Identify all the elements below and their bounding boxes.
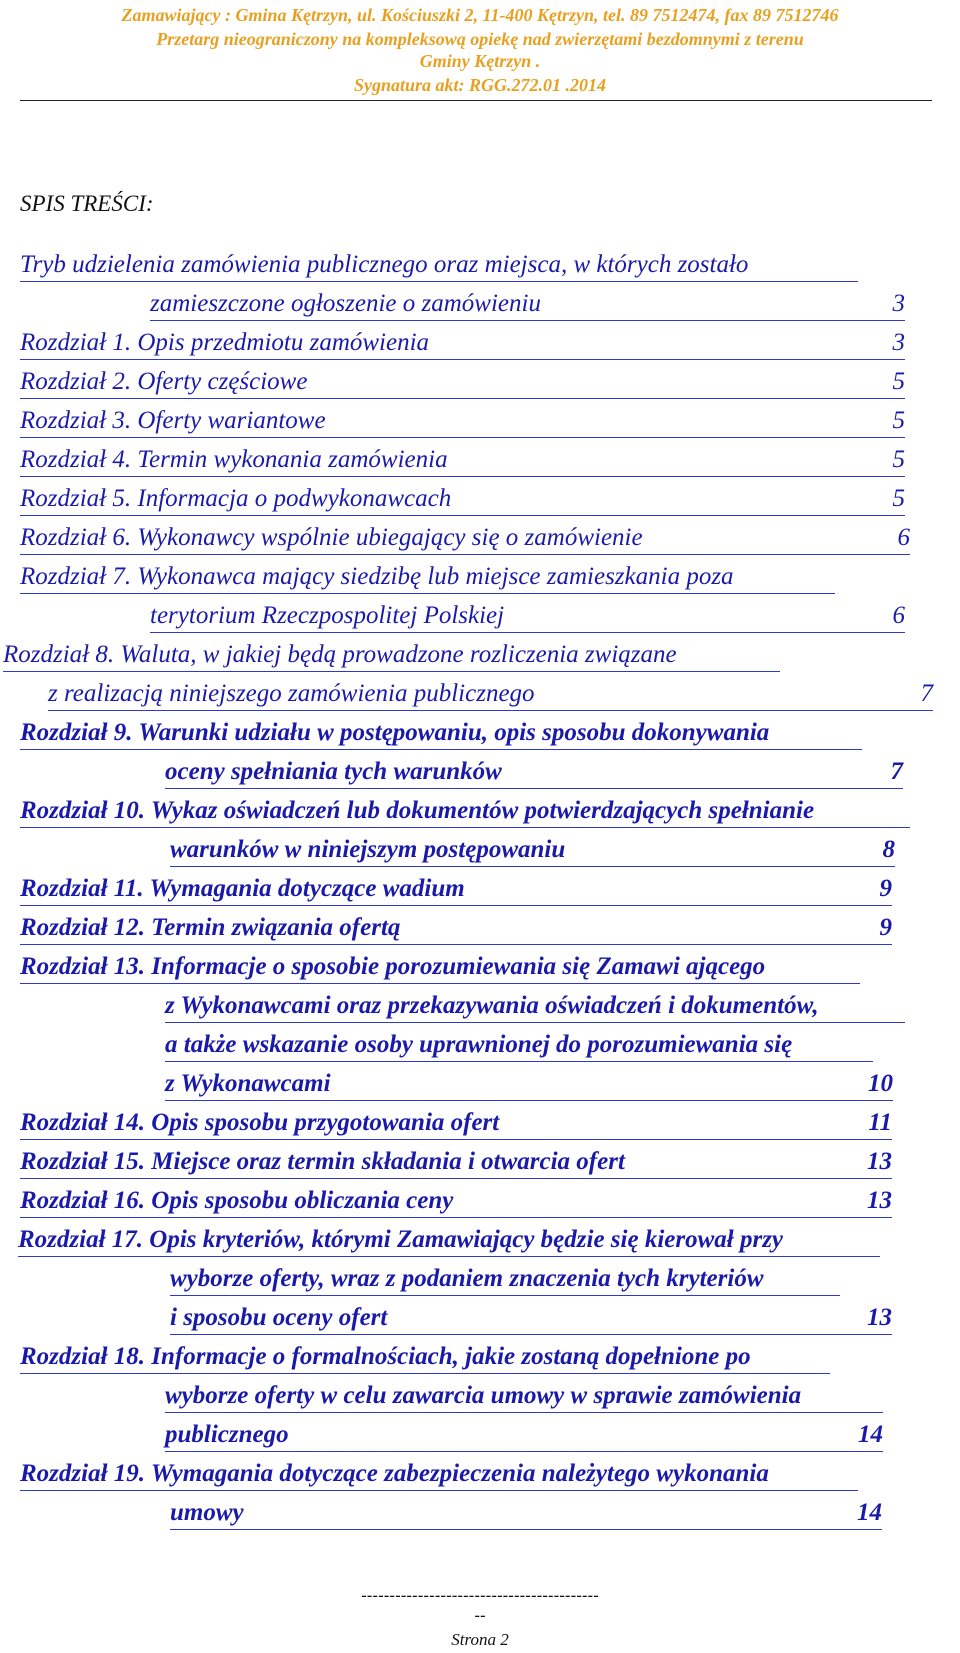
toc-entry[interactable] [20, 562, 835, 594]
toc-entry[interactable] [20, 913, 892, 945]
toc-entry[interactable] [20, 952, 860, 984]
toc-entry[interactable] [3, 640, 780, 672]
toc-entry-page-number: 6 [897, 524, 910, 551]
toc-entry[interactable] [165, 1069, 893, 1101]
toc-entry-page-number: 3 [892, 329, 905, 356]
toc-entry-text: a także wskazanie osoby uprawnionej do porozumiewania się [165, 1031, 793, 1058]
toc-entry[interactable] [20, 1459, 858, 1491]
toc-entry[interactable] [150, 601, 905, 633]
toc-entry[interactable] [170, 1303, 892, 1335]
toc-entry-text: Rozdział 1. Opis przedmiotu zamówienia [20, 329, 430, 356]
header-contact-line: Zamawiający : Gmina Kętrzyn, ul. Kościuszki 2, 11-400 Kętrzyn, tel. 89 7512474, fax 89 7512746 [121, 5, 839, 25]
toc-entry-page-number: 5 [892, 368, 905, 395]
toc-entry-text: wyborze oferty, wraz z podaniem znaczenia tych kryteriów [170, 1265, 764, 1292]
toc-entry-page-number: 7 [890, 758, 903, 785]
toc-entry[interactable] [165, 1030, 873, 1062]
toc-entry-page-number: 7 [920, 680, 933, 707]
header-case-signature: Sygnatura akt: RGG.272.01 .2014 [353, 75, 607, 95]
toc-entry[interactable] [20, 718, 862, 750]
toc-entry-page-number: 3 [892, 290, 905, 317]
header-divider [20, 100, 932, 101]
toc-entry[interactable] [20, 1147, 892, 1179]
toc-entry[interactable] [20, 328, 905, 360]
toc-entry-text: Rozdział 2. Oferty częściowe [20, 368, 308, 395]
footer-dashes-cont: -- [474, 1606, 486, 1625]
toc-entry-text: zamieszczone ogłoszenie o zamówieniu [150, 290, 541, 317]
toc-entry-page-number: 9 [879, 875, 892, 902]
toc-entry[interactable] [165, 1420, 883, 1452]
toc-entry-page-number: 5 [892, 485, 905, 512]
toc-entry[interactable] [20, 1108, 892, 1140]
page-number: Strona 2 [451, 1630, 509, 1649]
toc-entry-text: Rozdział 4. Termin wykonania zamówienia [20, 446, 448, 473]
toc-entry-text: Rozdział 14. Opis sposobu przygotowania ofert [20, 1109, 500, 1136]
toc-entry-text: Rozdział 18. Informacje o formalnościach, jakie zostaną dopełnione po [20, 1343, 751, 1370]
toc-entry-text: Rozdział 11. Wymagania dotyczące wadium [20, 875, 465, 902]
toc-entry-text: Rozdział 6. Wykonawcy wspólnie ubiegający się o zamówienie [20, 524, 643, 551]
toc-entry-text: Rozdział 7. Wykonawca mający siedzibę lub miejsce zamieszkania poza [20, 563, 734, 590]
toc-entry[interactable] [48, 679, 933, 711]
toc-entry[interactable] [170, 1264, 840, 1296]
footer-dashes: ------------------------------------------ [361, 1586, 599, 1605]
toc-title: SPIS TREŚCI: [20, 191, 154, 216]
toc-entry-text: Rozdział 3. Oferty wariantowe [20, 407, 326, 434]
toc-entry[interactable] [20, 484, 905, 516]
toc-entry-page-number: 13 [867, 1148, 892, 1175]
toc-entry-text: publicznego [165, 1421, 289, 1448]
toc-entry[interactable] [165, 757, 903, 789]
toc-entry-page-number: 11 [868, 1109, 892, 1136]
toc-entry[interactable] [20, 250, 858, 282]
toc-entry-text: umowy [170, 1499, 244, 1526]
toc-entry[interactable] [20, 406, 905, 438]
toc-entry-text: wyborze oferty w celu zawarcia umowy w sprawie zamówienia [165, 1382, 802, 1409]
toc-entry-page-number: 5 [892, 407, 905, 434]
toc-entry[interactable] [170, 1498, 882, 1530]
toc-entry-text: z realizacją niniejszego zamówienia publicznego [48, 680, 535, 707]
toc-entry-text: terytorium Rzeczpospolitej Polskiej [150, 602, 505, 629]
toc-entry[interactable] [20, 874, 892, 906]
toc-entry-text: Rozdział 19. Wymagania dotyczące zabezpieczenia należytego wykonania [20, 1460, 769, 1487]
toc-entry[interactable] [18, 1225, 880, 1257]
toc-entry-text: i sposobu oceny ofert [170, 1304, 388, 1331]
toc-entry-page-number: 9 [879, 914, 892, 941]
toc-entry-text: Rozdział 13. Informacje o sposobie porozumiewania się Zamawi ającego [20, 953, 766, 980]
toc-entry-page-number: 14 [857, 1499, 882, 1526]
toc-entry-text: Rozdział 10. Wykaz oświadczeń lub dokumentów potwierdzających spełnianie [20, 797, 815, 824]
toc-entry-text: Rozdział 8. Waluta, w jakiej będą prowadzone rozliczenia związane [3, 641, 677, 668]
toc-entry-text: Rozdział 12. Termin związania ofertą [20, 914, 401, 941]
toc-entry-text: Rozdział 17. Opis kryteriów, którymi Zamawiający będzie się kierował przy [18, 1226, 784, 1253]
toc-entry-page-number: 10 [868, 1070, 893, 1097]
toc-entry[interactable] [165, 991, 905, 1023]
toc-entry-text: warunków w niniejszym postępowaniu [170, 836, 566, 863]
toc-entry[interactable] [165, 1381, 883, 1413]
toc-entry-text: Tryb udzielenia zamówienia publicznego oraz miejsca, w których zostało [20, 251, 749, 278]
toc-entry[interactable] [20, 367, 905, 399]
toc-entry-page-number: 14 [858, 1421, 883, 1448]
header-tender-title-cont: Gminy Kętrzyn . [419, 51, 541, 71]
toc-entry[interactable] [20, 445, 905, 477]
toc-entry[interactable] [170, 835, 895, 867]
toc-entry[interactable] [150, 289, 905, 321]
toc-entry-page-number: 6 [892, 602, 905, 629]
toc-entry-text: Rozdział 15. Miejsce oraz termin składania i otwarcia ofert [20, 1148, 625, 1175]
toc-entry[interactable] [20, 523, 910, 555]
toc-entry[interactable] [20, 1342, 830, 1374]
toc-entry-page-number: 13 [867, 1304, 892, 1331]
toc-entry[interactable] [20, 1186, 892, 1218]
header-tender-title: Przetarg nieograniczony na kompleksową opiekę nad zwierzętami bezdomnymi z terenu [156, 29, 804, 49]
toc-entry-text: Rozdział 5. Informacja o podwykonawcach [20, 485, 452, 512]
toc-entry-page-number: 8 [882, 836, 895, 863]
toc-entry-text: z Wykonawcami oraz przekazywania oświadczeń i dokumentów, [165, 992, 819, 1019]
toc-entry-text: oceny spełniania tych warunków [165, 758, 502, 785]
toc-entry-page-number: 5 [892, 446, 905, 473]
toc-entry[interactable] [20, 796, 910, 828]
toc-entry-text: Rozdział 16. Opis sposobu obliczania ceny [20, 1187, 454, 1214]
toc-entry-text: z Wykonawcami [165, 1070, 331, 1097]
toc-entry-page-number: 13 [867, 1187, 892, 1214]
toc-entry-text: Rozdział 9. Warunki udziału w postępowaniu, opis sposobu dokonywania [20, 719, 770, 746]
